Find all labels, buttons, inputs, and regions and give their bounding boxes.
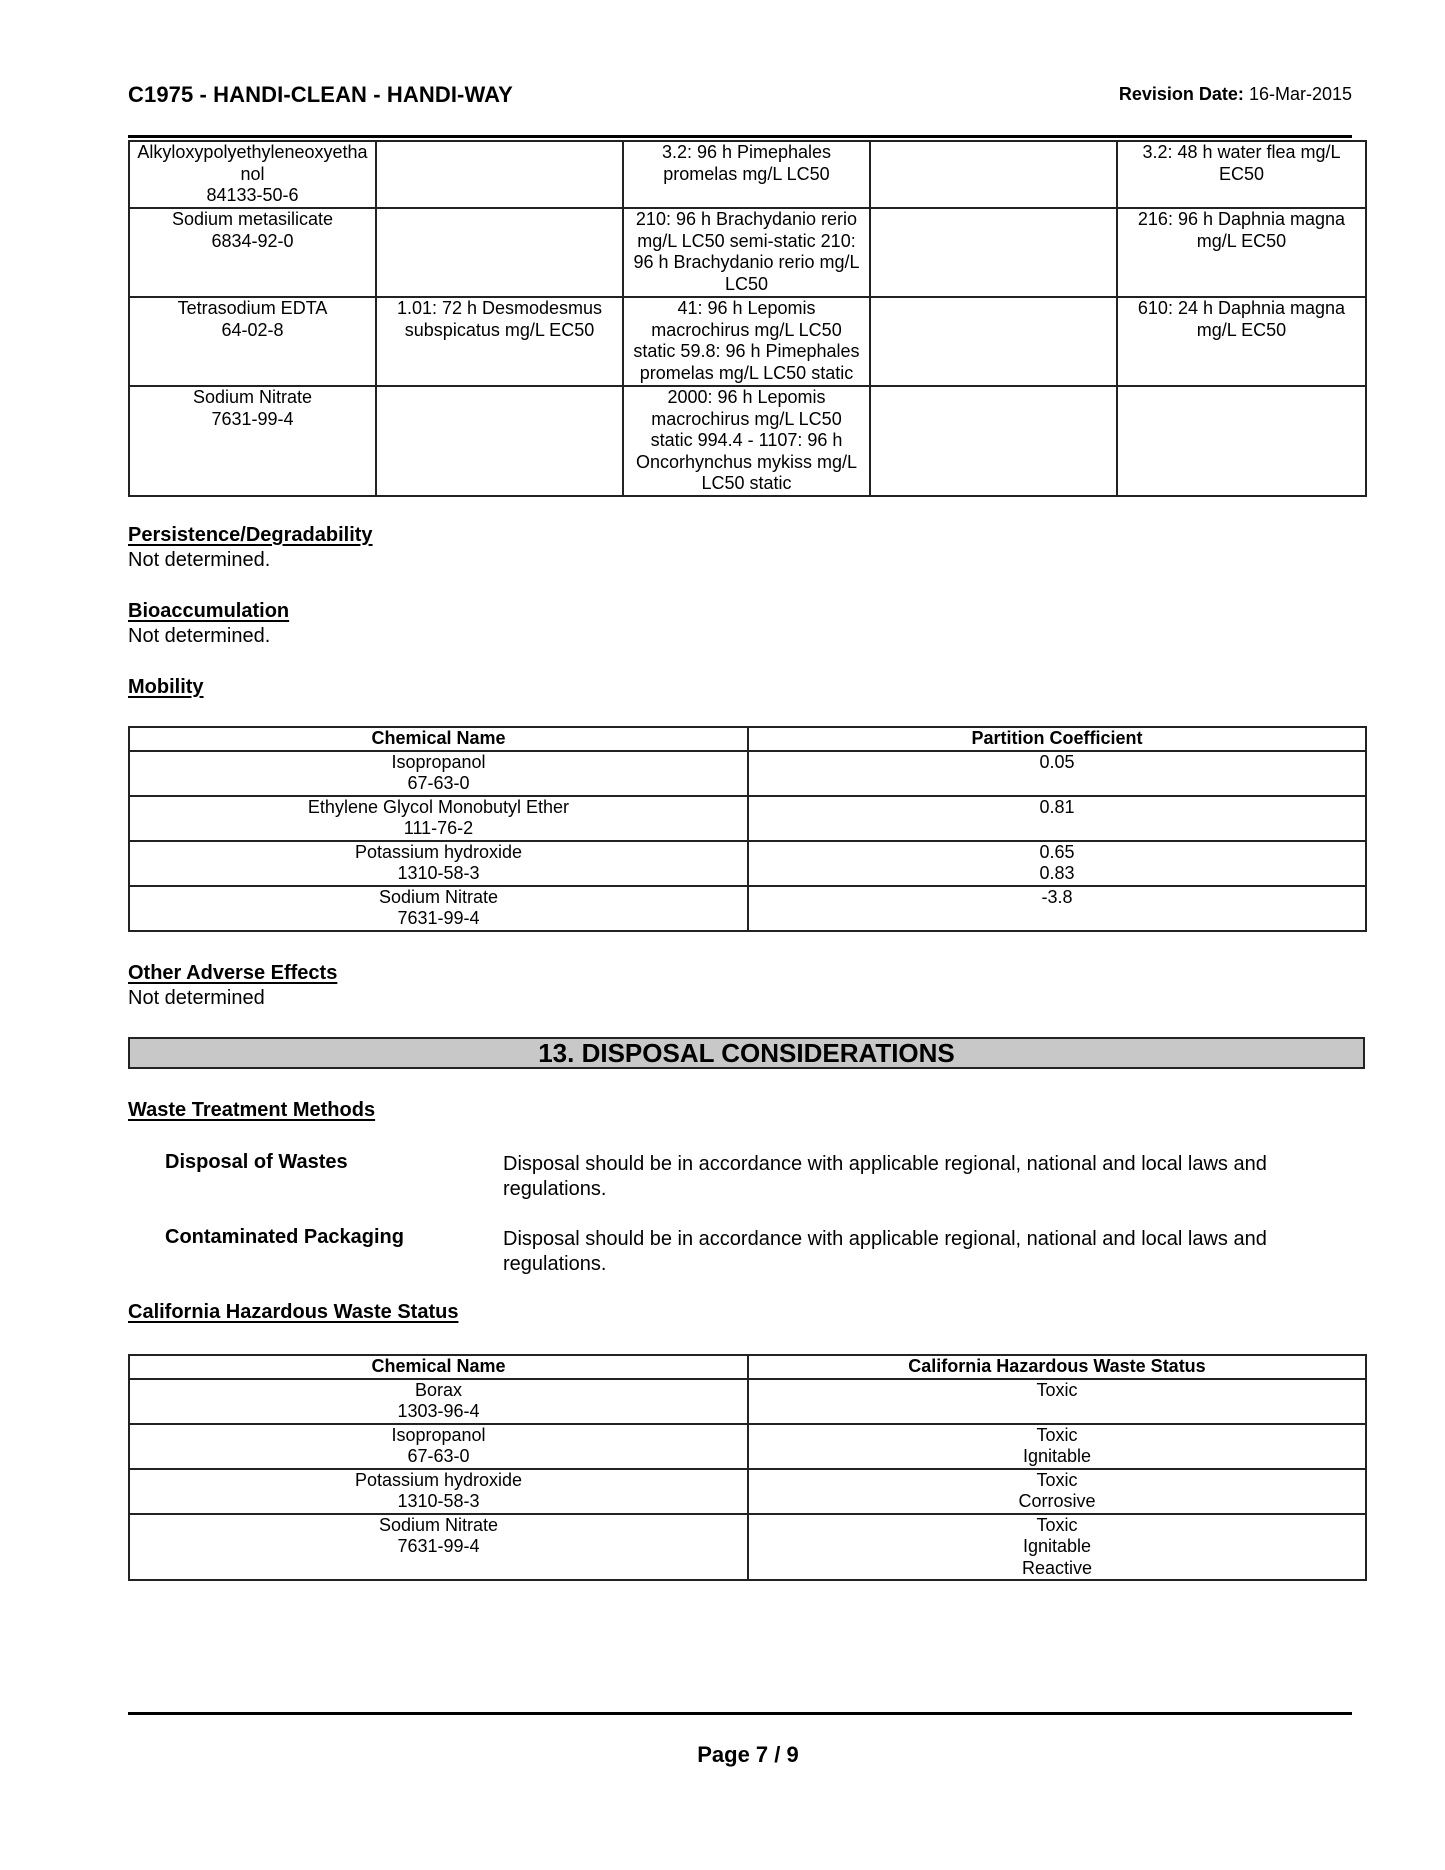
disposal-of-wastes-label: Disposal of Wastes [165, 1151, 348, 1173]
microorganisms-cell [870, 141, 1117, 208]
bioaccumulation-text: Not determined. [128, 625, 271, 647]
mobility-heading: Mobility [128, 676, 204, 698]
revision-date [1119, 84, 1352, 105]
footer-divider [128, 1712, 1352, 1715]
chemical-cell: Tetrasodium EDTA 64-02-8 [129, 297, 376, 386]
chemical-cell: Sodium Nitrate 7631-99-4 [129, 386, 376, 496]
crustacea-cell: 610: 24 h Daphnia magna mg/L EC50 [1117, 297, 1366, 386]
revision-date-label: Revision Date: [1118, 84, 1244, 104]
algae-cell [376, 386, 623, 496]
waste-treatment-heading: Waste Treatment Methods [128, 1099, 376, 1121]
other-adverse-effects-text: Not determined [128, 987, 265, 1009]
fish-cell: 210: 96 h Brachydanio rerio mg/L LC50 semi-static 210: 96 h Brachydanio rerio mg/L LC50 [623, 208, 870, 297]
mobility-table [128, 726, 1367, 932]
table-header-row [129, 1355, 1366, 1379]
california-waste-table [128, 1354, 1367, 1581]
persistence-text: Not determined. [128, 549, 271, 571]
page-header [128, 82, 1352, 112]
table-row [129, 141, 1366, 208]
table-row: Potassium hydroxide 1310-58-3 0.65 0.83 [129, 841, 1366, 886]
page-number: Page 7 / 9 [697, 1742, 799, 1767]
fish-cell: 2000: 96 h Lepomis macrochirus mg/L LC50 static 994.4 - 1107: 96 h Oncorhynchus mykiss mg/L LC50 static [623, 386, 870, 496]
algae-cell [376, 208, 623, 297]
fish-cell: 41: 96 h Lepomis macrochirus mg/L LC50 static 59.8: 96 h Pimephales promelas mg/L LC50 static [623, 297, 870, 386]
revision-date-value: 16-Mar-2015 [1248, 84, 1352, 104]
algae-cell: 1.01: 72 h Desmodesmus subspicatus mg/L EC50 [376, 297, 623, 386]
table-row: Sodium Nitrate 7631-99-4 -3.8 [129, 886, 1366, 931]
chemical-cell: Alkyloxypolyethyleneoxyetha nol 84133-50-6 [129, 141, 376, 208]
contaminated-packaging-label: Contaminated Packaging [165, 1226, 404, 1248]
document-title: C1975 - HANDI-CLEAN - HANDI-WAY [128, 82, 513, 107]
microorganisms-cell [870, 386, 1117, 496]
column-header-partition-coefficient: Partition Coefficient [748, 727, 1366, 751]
table-row [129, 297, 1366, 386]
header-divider [128, 135, 1352, 138]
table-row: Ethylene Glycol Monobutyl Ether 111-76-2 0.81 [129, 796, 1366, 841]
column-header-chemical-name: Chemical Name [129, 727, 748, 751]
column-header-chemical-name: Chemical Name [129, 1355, 748, 1379]
table-row [129, 386, 1366, 496]
crustacea-cell: 216: 96 h Daphnia magna mg/L EC50 [1117, 208, 1366, 297]
table-row: Isopropanol 67-63-0 0.05 [129, 751, 1366, 796]
other-adverse-effects-heading: Other Adverse Effects [128, 962, 338, 984]
algae-cell [376, 141, 623, 208]
table-row: Isopropanol 67-63-0 Toxic Ignitable [129, 1424, 1366, 1469]
column-header-waste-status: California Hazardous Waste Status [748, 1355, 1366, 1379]
persistence-heading: Persistence/Degradability [128, 524, 373, 546]
bioaccumulation-heading: Bioaccumulation [128, 600, 290, 622]
microorganisms-cell [870, 297, 1117, 386]
fish-cell: 3.2: 96 h Pimephales promelas mg/L LC50 [623, 141, 870, 208]
table-row: Potassium hydroxide 1310-58-3 Toxic Corrosive [129, 1469, 1366, 1514]
microorganisms-cell [870, 208, 1117, 297]
table-row: Borax 1303-96-4 Toxic [129, 1379, 1366, 1424]
california-waste-heading: California Hazardous Waste Status [128, 1301, 459, 1323]
crustacea-cell: 3.2: 48 h water flea mg/L EC50 [1117, 141, 1366, 208]
chemical-cell: Sodium metasilicate 6834-92-0 [129, 208, 376, 297]
section-13-banner: 13. DISPOSAL CONSIDERATIONS [128, 1037, 1365, 1069]
disposal-of-wastes-text: Disposal should be in accordance with applicable regional, national and local laws and regulations. [503, 1153, 1267, 1200]
contaminated-packaging-text: Disposal should be in accordance with applicable regional, national and local laws and regulations. [503, 1228, 1267, 1275]
crustacea-cell [1117, 386, 1366, 496]
ecotoxicity-table [128, 140, 1367, 497]
table-header-row [129, 727, 1366, 751]
table-row: Sodium Nitrate 7631-99-4 Toxic Ignitable Reactive [129, 1514, 1366, 1581]
table-row [129, 208, 1366, 297]
